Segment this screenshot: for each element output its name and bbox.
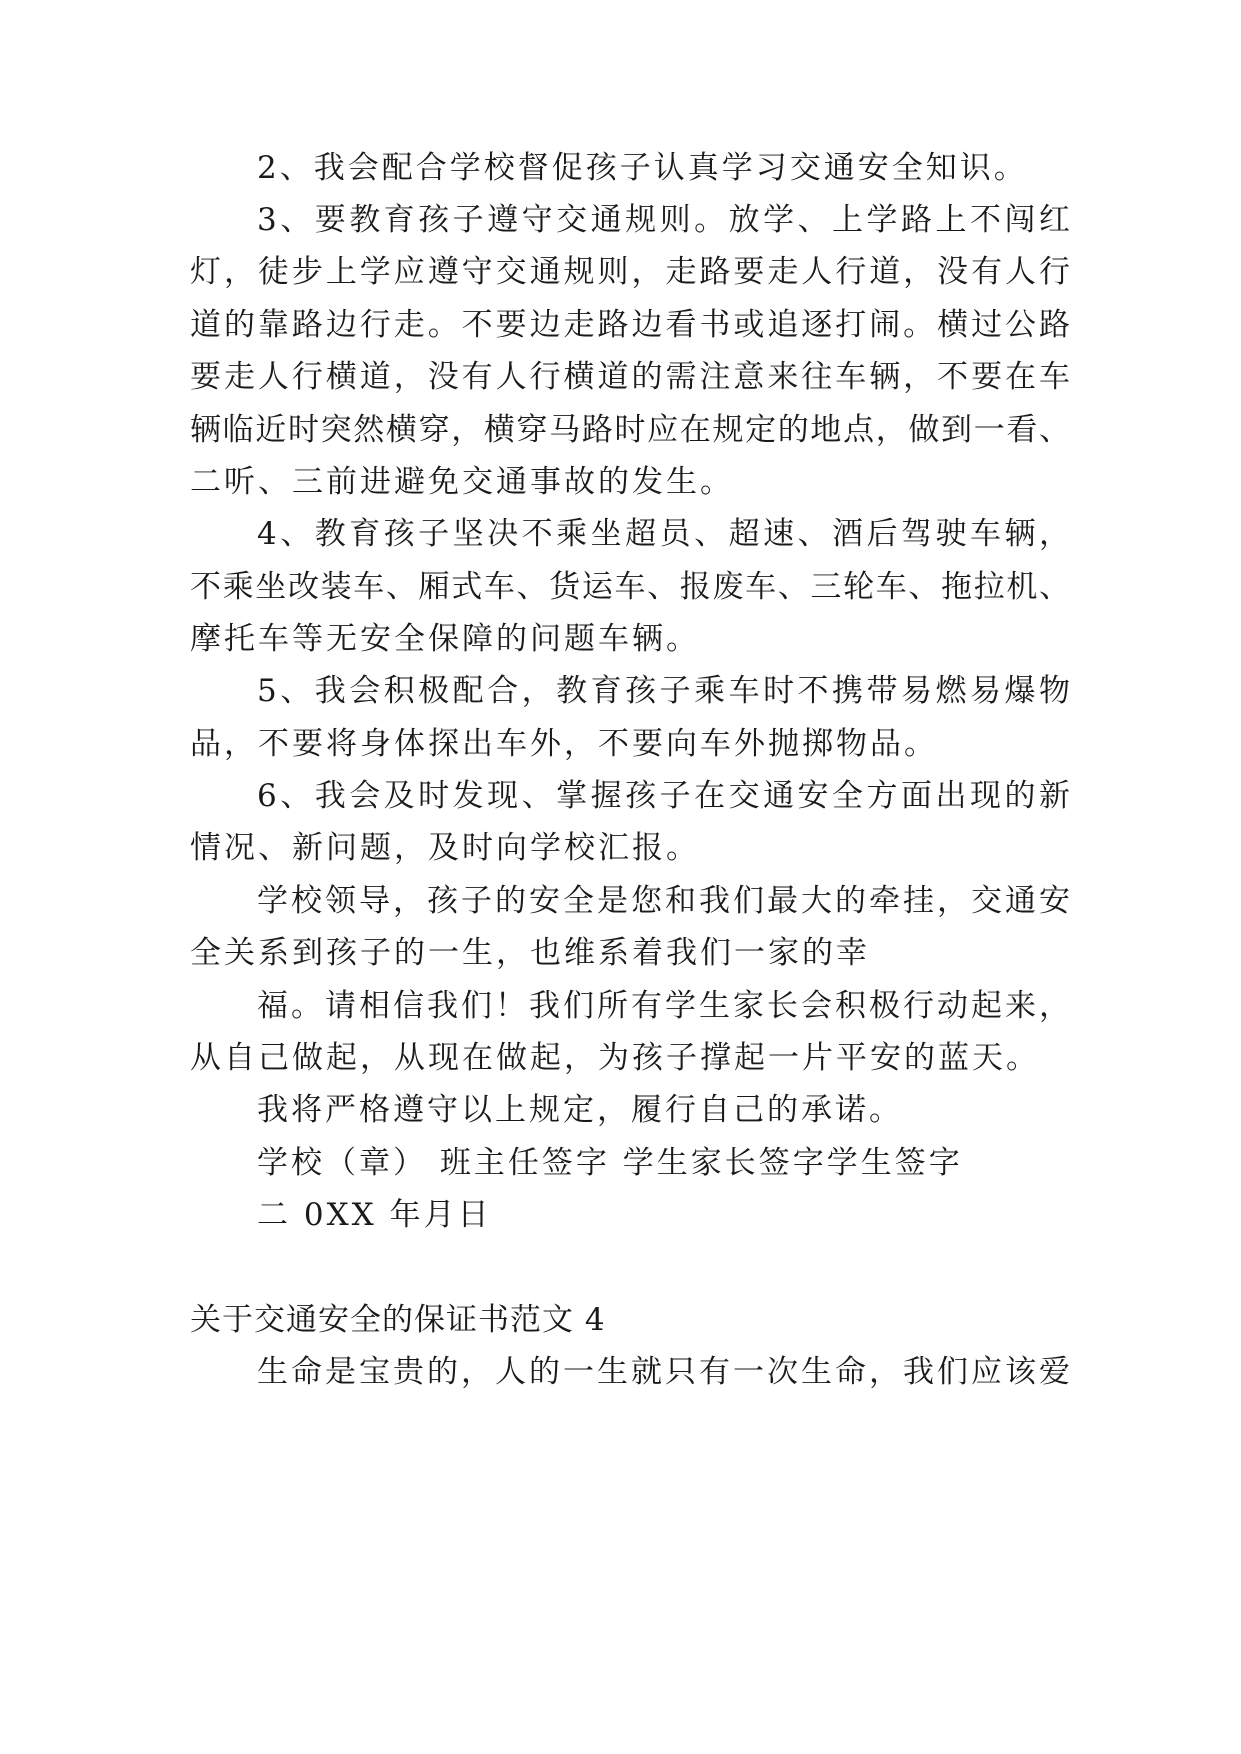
paragraph-4-line-2: 不乘坐改装车、厢式车、货运车、报废车、三轮车、拖拉机、	[190, 569, 1070, 605]
paragraph-2-line-1: 2、我会配合学校督促孩子认真学习交通安全知识。	[257, 150, 1028, 186]
section-title: 关于交通安全的保证书范文 4	[190, 1302, 606, 1338]
paragraph-3-line-6: 二听、三前进避免交通事故的发生。	[190, 464, 734, 500]
signature-line: 学校（章） 班主任签字 学生家长签字学生签字	[257, 1145, 963, 1181]
paragraph-4-line-3: 摩托车等无安全保障的问题车辆。	[190, 621, 700, 657]
paragraph-3-line-4: 要走人行横道，没有人行横道的需注意来往车辆，不要在车	[190, 359, 1070, 395]
paragraph-3-line-5: 辆临近时突然横穿，横穿马路时应在规定的地点，做到一看、	[190, 412, 1070, 448]
closing-paragraph-line-2: 全关系到孩子的一生，也维系着我们一家的幸	[190, 935, 870, 971]
paragraph-3-line-1: 3、要教育孩子遵守交通规则。放学、上学路上不闯红	[257, 202, 1070, 238]
paragraph-4-line-1: 4、教育孩子坚决不乘坐超员、超速、酒后驾驶车辆，	[257, 516, 1070, 552]
closing-paragraph-line-3: 福。请相信我们！我们所有学生家长会积极行动起来，	[257, 988, 1070, 1024]
paragraph-5-line-1: 5、我会积极配合，教育孩子乘车时不携带易燃易爆物	[257, 673, 1070, 709]
pledge-line: 我将严格遵守以上规定，履行自己的承诺。	[257, 1092, 903, 1128]
next-section-first-line: 生命是宝贵的，人的一生就只有一次生命，我们应该爱	[257, 1354, 1070, 1390]
closing-paragraph-line-1: 学校领导，孩子的安全是您和我们最大的牵挂，交通安	[257, 883, 1070, 919]
paragraph-6-line-2: 情况、新问题，及时向学校汇报。	[190, 830, 700, 866]
paragraph-3-line-3: 道的靠路边行走。不要边走路边看书或追逐打闹。横过公路	[190, 307, 1070, 343]
date-line: 二 0XX 年月日	[257, 1197, 492, 1233]
closing-paragraph-line-4: 从自己做起，从现在做起，为孩子撑起一片平安的蓝天。	[190, 1040, 1040, 1076]
paragraph-3-line-2: 灯，徒步上学应遵守交通规则，走路要走人行道，没有人行	[190, 254, 1070, 290]
paragraph-5-line-2: 品，不要将身体探出车外，不要向车外抛掷物品。	[190, 726, 938, 762]
paragraph-6-line-1: 6、我会及时发现、掌握孩子在交通安全方面出现的新	[257, 778, 1070, 814]
